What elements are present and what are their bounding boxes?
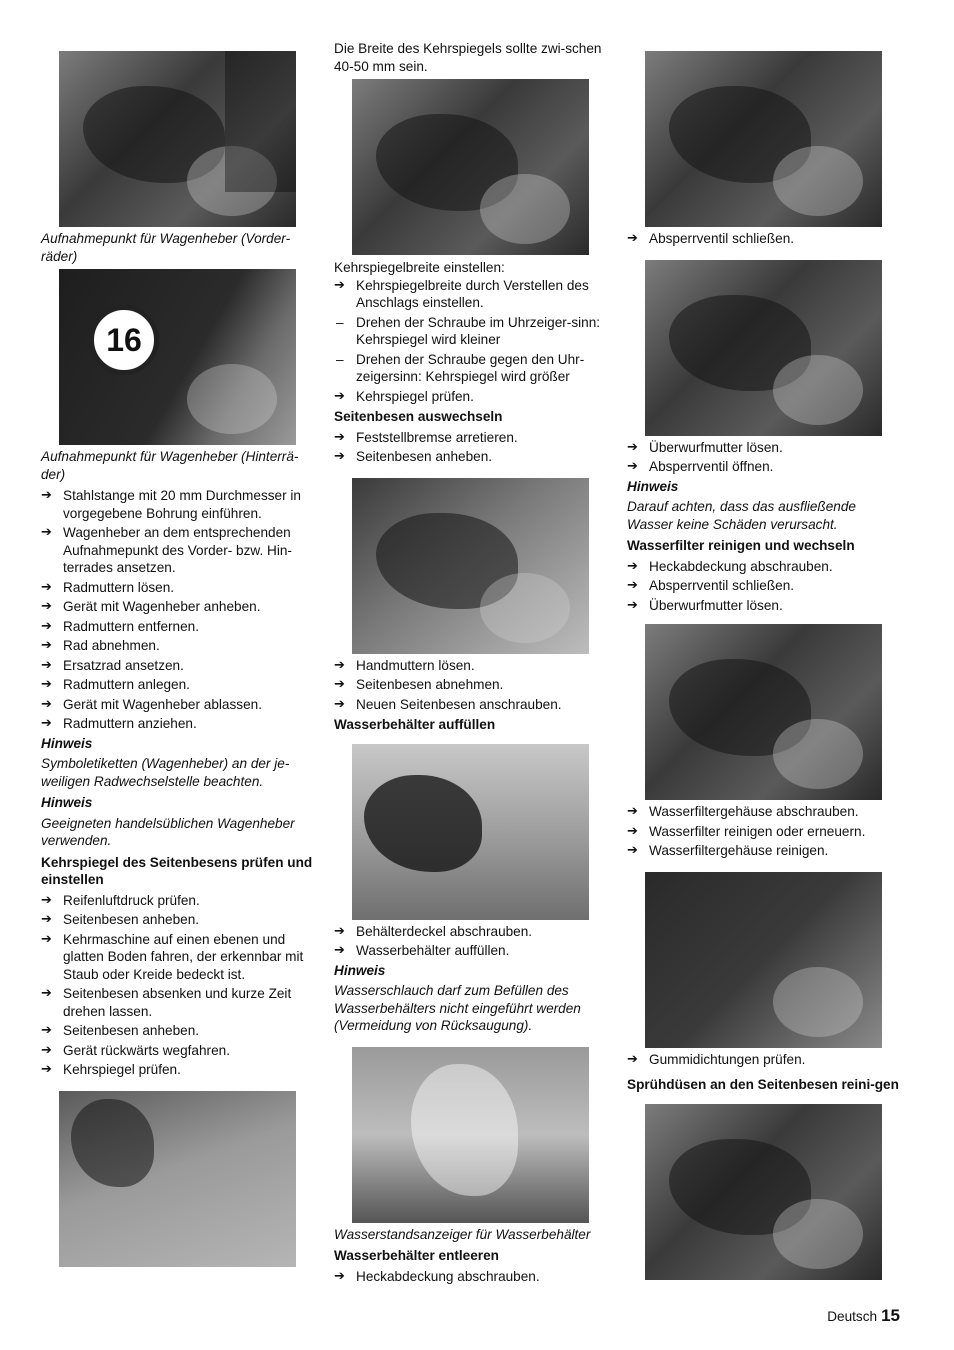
list-item: ➔ Seitenbesen anheben. [334, 448, 610, 466]
list-item: ➔ Kehrspiegelbreite durch Verstellen des Anschlags einstellen. [334, 277, 610, 312]
wheel-change-steps [41, 487, 317, 733]
list-item: ➔ Heckabdeckung abschrauben. [334, 1268, 610, 1286]
hint-text: Darauf achten, dass das ausfließende Wasser keine Schäden verursacht. [627, 499, 856, 532]
list-item: ➔ Wagenheber an dem entsprechenden Aufnahmepunkt des Vorder- bzw. Hin-terrades ansetzen. [41, 524, 317, 577]
list-item: ➔ Gerät mit Wagenheber ablassen. [41, 696, 317, 714]
list-item: ➔ Radmuttern anziehen. [41, 715, 317, 733]
hint-text: Geeigneten handelsüblichen Wagenheber verwenden. [41, 815, 295, 848]
page-footer [827, 1307, 900, 1326]
column-middle [334, 40, 610, 1287]
column-left [41, 40, 317, 1270]
hint-title: Hinweis [334, 962, 386, 978]
list-item: ➔ Wasserfiltergehäuse abschrauben. [627, 803, 903, 821]
section-heading: Seitenbesen auswechseln [334, 409, 503, 424]
list-item: ➔ Absperrventil öffnen. [627, 458, 903, 476]
section-heading: Kehrspiegel des Seitenbesens prüfen und einstellen [41, 854, 313, 887]
photo-shutoff-valve [645, 51, 882, 227]
caption-water-level: Wasserstandsanzeiger für Wasserbehälter [334, 1226, 591, 1242]
list-item: ➔ Gerät mit Wagenheber anheben. [41, 598, 317, 616]
caption-rear-wheel: Aufnahmepunkt für Wagenheber (Hinterrä-der) [41, 449, 299, 482]
hint-title: Hinweis [627, 478, 679, 494]
photo-jack-front-wheel [59, 51, 296, 227]
list-item: ➔ Überwurfmutter lösen. [627, 597, 903, 615]
photo-spray-nozzles [645, 1104, 882, 1280]
list-item: ➔ Gummidichtungen prüfen. [627, 1051, 903, 1069]
list-item: ➔ Kehrspiegel prüfen. [41, 1061, 317, 1079]
list-item: ➔ Handmuttern lösen. [334, 657, 610, 675]
section-heading: Wasserbehälter entleeren [334, 1248, 499, 1263]
photo-filter-housing [645, 624, 882, 800]
hint-text: Symboletiketten (Wagenheber) an der je-weiligen Radwechselstelle beachten. [41, 756, 290, 789]
list-item: ➔ Gerät rückwärts wegfahren. [41, 1042, 317, 1060]
list-item: ➔ Absperrventil schließen. [627, 230, 903, 248]
list-item: ➔ Ersatzrad ansetzen. [41, 657, 317, 675]
list-item: ➔ Heckabdeckung abschrauben. [627, 558, 903, 576]
section-heading: Sprühdüsen an den Seitenbesen reini-gen [627, 1077, 899, 1092]
section-heading: Wasserfilter reinigen und wechseln [627, 538, 855, 553]
photo-water-level-indicator [352, 1047, 589, 1223]
list-item: ➔ Neuen Seitenbesen anschrauben. [334, 696, 610, 714]
seal-steps [627, 1051, 903, 1069]
list-item: ➔ Radmuttern anlegen. [41, 676, 317, 694]
water-filter-steps-2 [627, 803, 903, 860]
list-item: ➔ Seitenbesen anheben. [41, 1022, 317, 1040]
list-item: ➔ Radmuttern lösen. [41, 579, 317, 597]
photo-brush-replace [352, 478, 589, 654]
list-item: ➔ Kehrspiegel prüfen. [334, 388, 610, 406]
list-item: ➔ Kehrmaschine auf einen ebenen und glatten Boden fahren, der erkennbar mit Staub oder Kreide bedeckt ist. [41, 931, 317, 984]
brush-replace-steps-2 [334, 657, 610, 714]
list-item: ➔ Seitenbesen anheben. [41, 911, 317, 929]
photo-union-nut [645, 260, 882, 436]
union-nut-steps [627, 439, 903, 476]
shutoff-steps [627, 230, 903, 248]
list-item: – Drehen der Schraube im Uhrzeiger-sinn: Kehrspiegel wird kleiner [334, 314, 610, 349]
photo-jack-rear-wheel [59, 269, 296, 445]
empty-water-steps [334, 1268, 610, 1286]
list-item: ➔ Absperrventil schließen. [627, 577, 903, 595]
water-filter-steps [627, 558, 903, 615]
list-item: ➔ Behälterdeckel abschrauben. [334, 923, 610, 941]
list-item: ➔ Wasserfiltergehäuse reinigen. [627, 842, 903, 860]
photo-fill-water [352, 744, 589, 920]
fill-water-steps [334, 923, 610, 960]
photo-filter-seals [645, 872, 882, 1048]
section-heading: Wasserbehälter auffüllen [334, 717, 496, 732]
brush-replace-steps [334, 429, 610, 466]
list-item: ➔ Seitenbesen absenken und kurze Zeit drehen lassen. [41, 985, 317, 1020]
list-item: ➔ Feststellbremse arretieren. [334, 429, 610, 447]
sweep-pattern-steps [41, 892, 317, 1079]
list-item: – Drehen der Schraube gegen den Uhr-zeigersinn: Kehrspiegel wird größer [334, 351, 610, 386]
hint-text: Wasserschlauch darf zum Befüllen des Wasserbehälters nicht eingeführt werden (Vermeidung von Rücksaugung). [334, 983, 581, 1033]
list-item: ➔ Überwurfmutter lösen. [627, 439, 903, 457]
column-right [627, 40, 903, 1283]
page-number: 15 [881, 1306, 900, 1325]
footer-language: Deutsch [827, 1309, 878, 1324]
adjust-label: Kehrspiegelbreite einstellen: [334, 260, 505, 275]
list-item: ➔ Seitenbesen abnehmen. [334, 676, 610, 694]
list-item: ➔ Stahlstange mit 20 mm Durchmesser in vorgegebene Bohrung einführen. [41, 487, 317, 522]
list-item: ➔ Wasserfilter reinigen oder erneuern. [627, 823, 903, 841]
hint-title: Hinweis [41, 735, 93, 751]
adjust-steps [334, 277, 610, 406]
photo-side-brush-adjust [352, 79, 589, 255]
speed-sign-16: 16 [89, 305, 159, 375]
list-item: ➔ Wasserbehälter auffüllen. [334, 942, 610, 960]
list-item: ➔ Rad abnehmen. [41, 637, 317, 655]
list-item: ➔ Reifenluftdruck prüfen. [41, 892, 317, 910]
caption-front-wheel: Aufnahmepunkt für Wagenheber (Vorder-räder) [41, 231, 291, 264]
photo-sweep-pattern [59, 1091, 296, 1267]
list-item: ➔ Radmuttern entfernen. [41, 618, 317, 636]
intro-text: Die Breite des Kehrspiegels sollte zwi-schen 40-50 mm sein. [334, 41, 602, 74]
hint-title: Hinweis [41, 795, 93, 810]
